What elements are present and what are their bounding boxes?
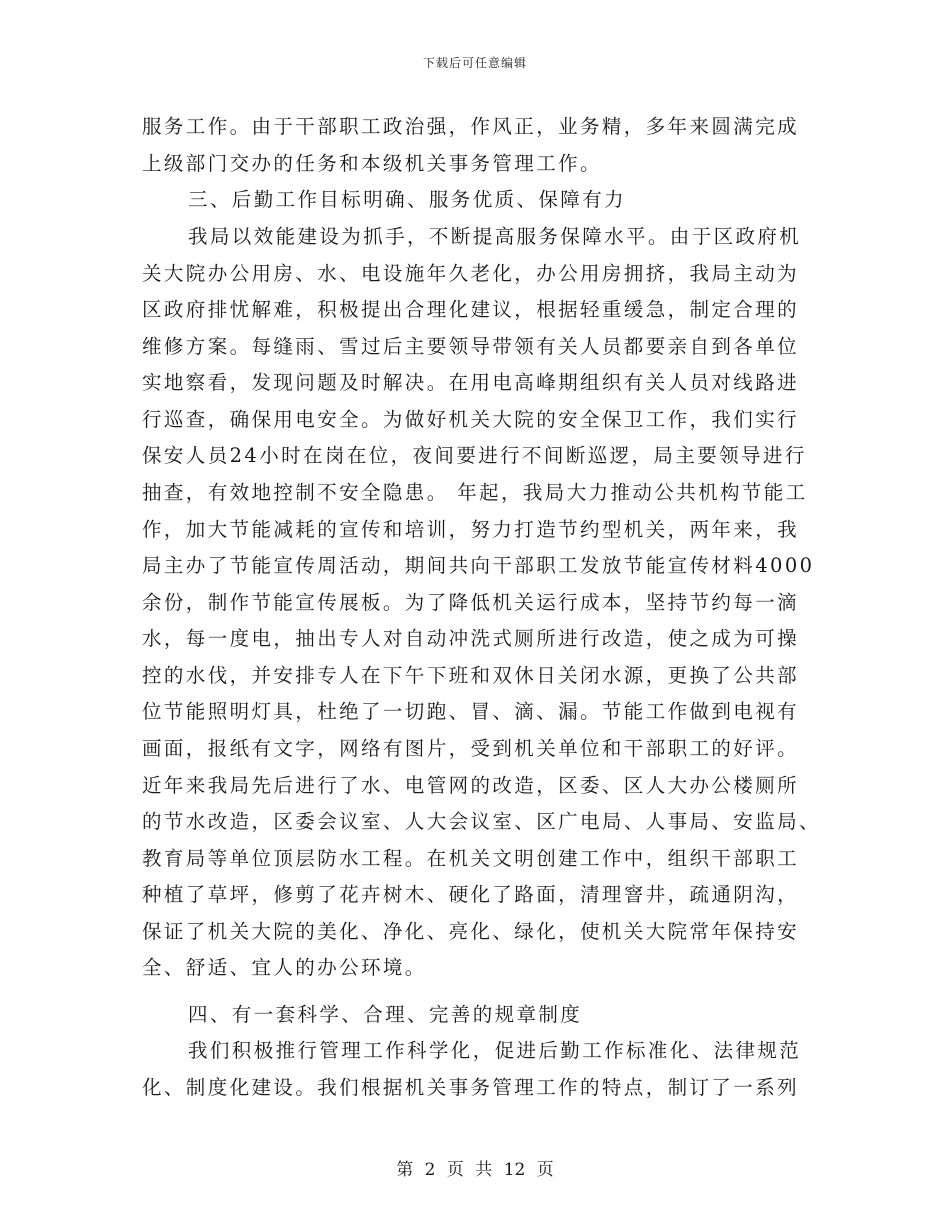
text-line: 全、舒适、宜人的办公环境。 (142, 956, 427, 979)
text-line: 水，每一度电，抽出专人对自动冲洗式厕所进行改造，使之成为可操 (142, 627, 800, 650)
text-line: 上级部门交办的任务和本级机关事务管理工作。 (142, 152, 602, 175)
text-line: 画面，报纸有文字，网络有图片，受到机关单位和干部职工的好评。 (142, 737, 800, 760)
text-line: 近年来我局先后进行了水、电管网的改造，区委、区人大办公楼厕所 (142, 774, 800, 797)
page-header: 下载后可任意编辑 (422, 56, 527, 70)
text-line: 维修方案。每缝雨、雪过后主要领导带领有关人员都要亲自到各单位 (142, 335, 800, 358)
text-line: 行巡查，确保用电安全。为做好机关大院的安全保卫工作，我们实行 (142, 408, 800, 431)
text-line: 教育局等单位顶层防水工程。在机关文明创建工作中，组织干部职工 (142, 847, 800, 870)
text-line: 关大院办公用房、水、电设施年久老化，办公用房拥挤，我局主动为 (142, 262, 800, 285)
text-line: 抽查，有效地控制不安全隐患。 年起，我局大力推动公共机构节能工 (142, 481, 808, 504)
text-line: 的节水改造，区委会议室、人大会议室、区广电局、人事局、安监局、 (142, 810, 821, 833)
text-line: 余份，制作节能宣传展板。为了降低机关运行成本，坚持节约每一滴 (142, 591, 800, 614)
text-line: 保安人员24小时在岗在位，夜间要进行不间断巡逻，局主要领导进行 (142, 444, 807, 467)
section-heading: 三、后勤工作目标明确、服务优质、保障有力 (188, 188, 627, 211)
text-line: 控的水伐，并安排专人在下午下班和双休日关闭水源，更换了公共部 (142, 664, 800, 687)
text-line: 区政府排忧解难，积极提出合理化建议，根据轻重缓急，制定合理的 (142, 298, 800, 321)
text-line: 化、制度化建设。我们根据机关事务管理工作的特点，制订了一系列 (142, 1076, 800, 1099)
text-line: 作，加大节能减耗的宣传和培训，努力打造节约型机关，两年来，我 (142, 518, 800, 541)
text-line: 我们积极推行管理工作科学化，促进后勤工作标准化、法律规范 (188, 1039, 802, 1062)
text-line: 位节能照明灯具，杜绝了一切跑、冒、滴、漏。节能工作做到电视有 (142, 700, 800, 723)
text-line: 我局以效能建设为抓手，不断提高服务保障水平。由于区政府机 (188, 225, 802, 248)
text-line: 服务工作。由于干部职工政治强，作风正，业务精，多年来圆满完成 (142, 115, 800, 138)
section-heading: 四、有一套科学、合理、完善的规章制度 (188, 1003, 583, 1026)
page-footer: 第 2 页 共 12 页 (396, 1160, 554, 1180)
text-line: 局主办了节能宣传周活动，期间共向干部职工发放节能宣传材料4000 (142, 554, 815, 577)
text-line: 实地察看，发现问题及时解决。在用电高峰期组织有关人员对线路进 (142, 371, 800, 394)
text-line: 保证了机关大院的美化、净化、亮化、绿化，使机关大院常年保持安 (142, 920, 800, 943)
text-line: 种植了草坪，修剪了花卉树木、硬化了路面，清理窨井，疏通阴沟， (142, 883, 800, 906)
